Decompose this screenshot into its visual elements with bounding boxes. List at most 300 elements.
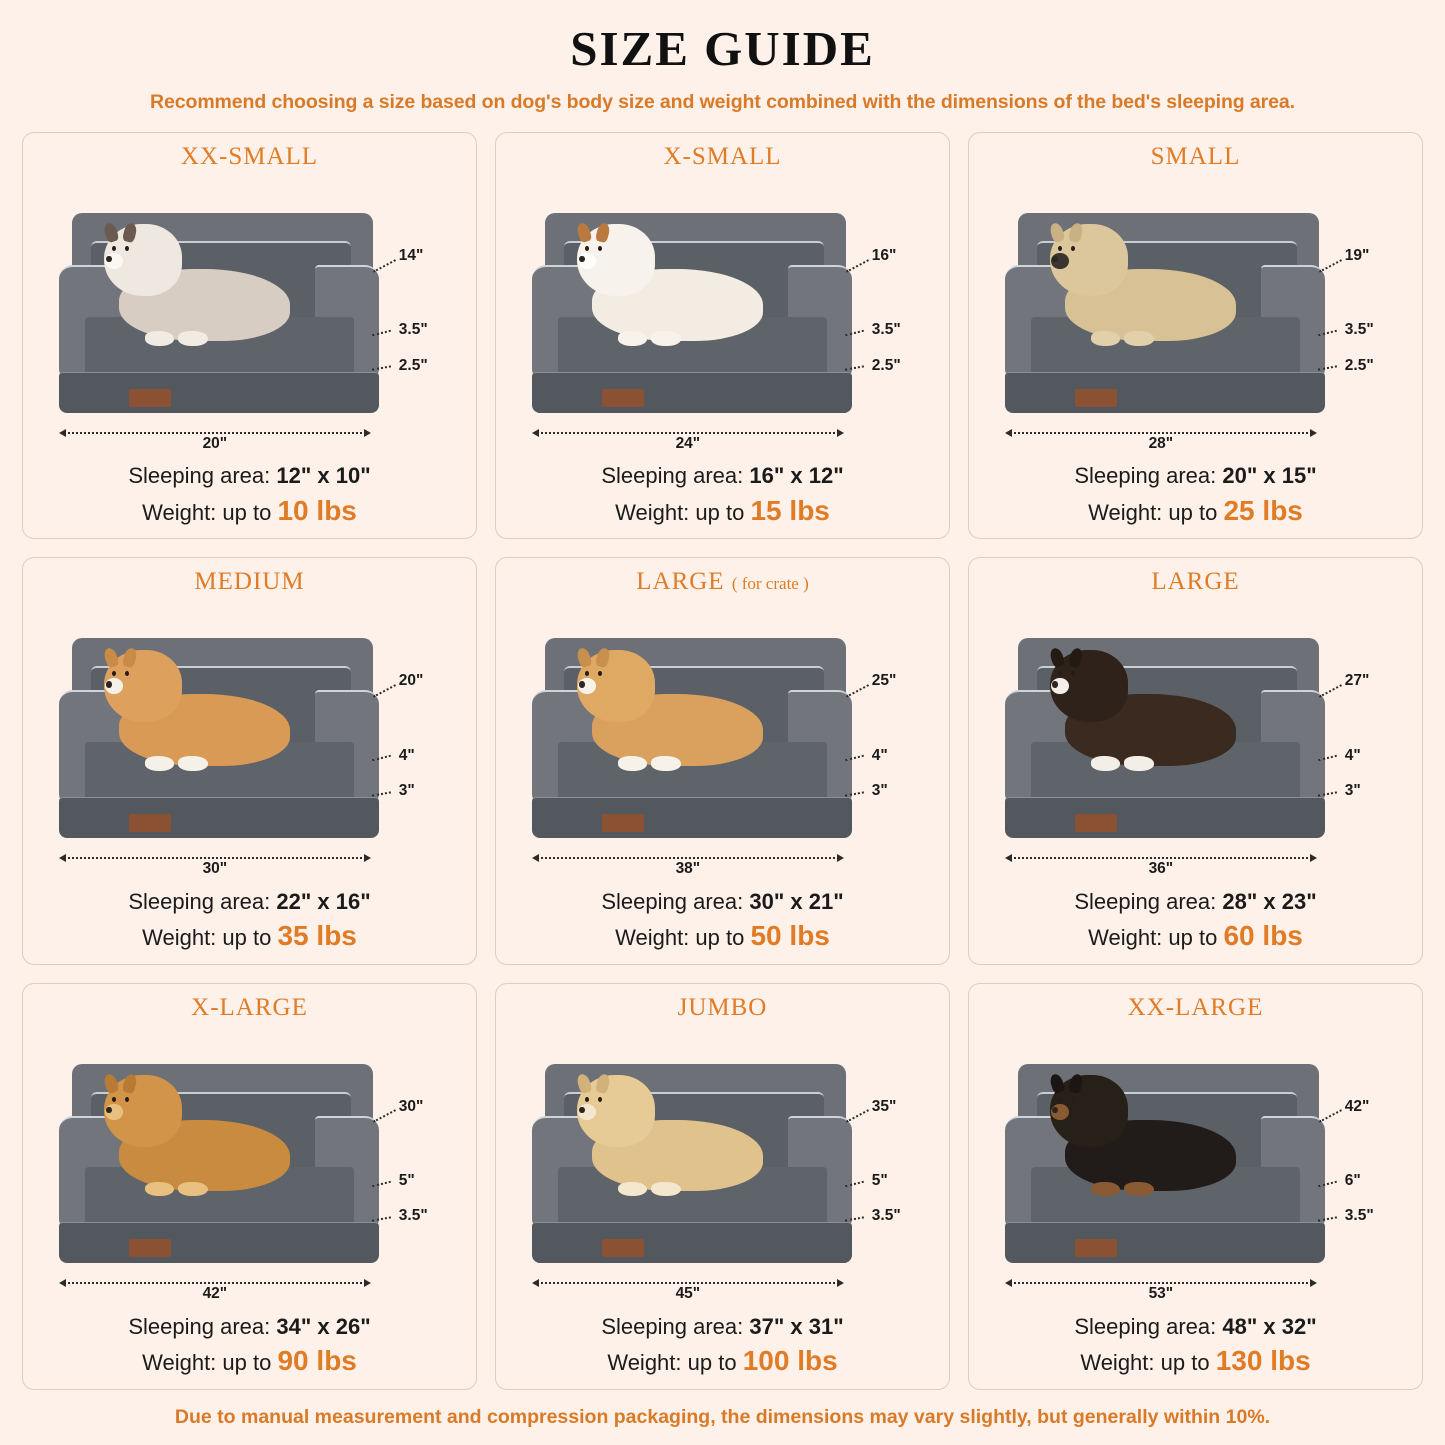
dimension-width: 30" bbox=[202, 859, 228, 877]
sleeping-area-row bbox=[979, 1313, 1412, 1341]
sleeping-area-label: Sleeping area: bbox=[128, 1314, 271, 1340]
dimension-outer-height: 14" bbox=[398, 246, 424, 264]
dimension-base-height: 3.5" bbox=[398, 1207, 428, 1225]
dog-bed-graphic bbox=[59, 638, 379, 838]
pet-head bbox=[104, 1075, 182, 1147]
dimension-leader-line bbox=[372, 366, 391, 371]
pet-eye-right bbox=[125, 671, 129, 676]
dimension-width: 28" bbox=[1148, 434, 1174, 452]
sleeping-area-value: 48" x 32" bbox=[1222, 1314, 1317, 1340]
pet-nose bbox=[106, 681, 111, 687]
card-title bbox=[979, 568, 1412, 596]
weight-label: Weight: bbox=[142, 924, 217, 950]
vertical-dimensions bbox=[1312, 1069, 1407, 1246]
weight-upto: up to bbox=[687, 1350, 737, 1376]
vertical-dimensions bbox=[366, 1069, 461, 1246]
pet-paw bbox=[651, 756, 681, 771]
pet-illustration-cat bbox=[104, 217, 290, 341]
horizontal-dimension bbox=[532, 432, 844, 453]
brand-tag bbox=[1075, 389, 1117, 407]
sleeping-area-label: Sleeping area: bbox=[1074, 1314, 1217, 1340]
dimension-mid-height: 3.5" bbox=[871, 321, 901, 339]
bed-illustration bbox=[979, 1024, 1412, 1309]
dimension-outer-height: 30" bbox=[398, 1097, 424, 1115]
pet-ear-left bbox=[103, 647, 120, 668]
weight-value: 50 lbs bbox=[750, 919, 830, 951]
card-title bbox=[506, 568, 939, 596]
dimension-mid-height: 3.5" bbox=[1344, 321, 1374, 339]
weight-row bbox=[979, 918, 1412, 954]
dog-bed-graphic bbox=[59, 1064, 379, 1264]
card-title bbox=[979, 143, 1412, 171]
pet-ear-right bbox=[595, 222, 611, 243]
sleeping-area-row bbox=[33, 1313, 466, 1341]
pet-ear-left bbox=[1049, 1072, 1066, 1093]
pet-paw bbox=[178, 756, 208, 771]
sleeping-area-label: Sleeping area: bbox=[601, 888, 744, 914]
dimension-leader-line bbox=[846, 684, 869, 697]
weight-label: Weight: bbox=[1080, 1350, 1155, 1376]
dimension-width: 42" bbox=[202, 1285, 228, 1303]
pet-nose bbox=[1052, 1107, 1057, 1113]
vertical-dimensions bbox=[839, 644, 934, 821]
sleeping-area-value: 20" x 15" bbox=[1222, 463, 1317, 489]
pet-eye-left bbox=[585, 671, 589, 676]
dimension-mid-height: 6" bbox=[1344, 1171, 1361, 1189]
dimension-leader-line bbox=[845, 330, 864, 337]
card-size-name: MEDIUM bbox=[194, 568, 305, 596]
dimension-leader-line bbox=[373, 1110, 396, 1123]
brand-tag bbox=[602, 389, 644, 407]
pet-nose bbox=[1052, 681, 1057, 687]
dimension-leader-line bbox=[372, 330, 391, 337]
dimension-arrow-line bbox=[534, 432, 842, 434]
dimension-mid-height: 3.5" bbox=[398, 321, 428, 339]
pet-paw bbox=[145, 331, 175, 346]
pet-paw bbox=[651, 1182, 681, 1197]
sleeping-area-label: Sleeping area: bbox=[601, 463, 744, 489]
pet-illustration-golden-retriever bbox=[104, 1068, 290, 1192]
dimension-width: 38" bbox=[675, 859, 701, 877]
size-card bbox=[22, 557, 477, 964]
brand-tag bbox=[602, 1239, 644, 1257]
dimension-mid-height: 4" bbox=[871, 746, 888, 764]
weight-upto: up to bbox=[1168, 499, 1218, 525]
horizontal-dimension bbox=[1005, 432, 1317, 453]
pet-illustration-border-collie bbox=[1050, 642, 1236, 766]
weight-label: Weight: bbox=[1088, 924, 1163, 950]
vertical-dimensions bbox=[1312, 644, 1407, 821]
pet-eye-left bbox=[585, 246, 589, 251]
sleeping-area-value: 34" x 26" bbox=[276, 1314, 371, 1340]
pet-ear-left bbox=[103, 1072, 120, 1093]
dimension-mid-height: 4" bbox=[398, 746, 415, 764]
pet-paw bbox=[1124, 1182, 1154, 1197]
pet-eye-left bbox=[112, 1097, 116, 1102]
weight-upto: up to bbox=[222, 924, 272, 950]
dimension-mid-height: 4" bbox=[1344, 746, 1361, 764]
bed-illustration bbox=[33, 598, 466, 883]
brand-tag bbox=[602, 814, 644, 832]
weight-value: 10 lbs bbox=[277, 494, 357, 526]
bed-base bbox=[532, 797, 852, 838]
sleeping-area-value: 37" x 31" bbox=[749, 1314, 844, 1340]
pet-ear-left bbox=[576, 647, 593, 668]
dimension-leader-line bbox=[1319, 684, 1342, 697]
pet-nose bbox=[1052, 256, 1057, 262]
pet-ear-right bbox=[1068, 222, 1084, 243]
pet-head bbox=[1050, 1075, 1128, 1147]
size-card-grid bbox=[22, 132, 1423, 1390]
sleeping-area-row bbox=[979, 888, 1412, 916]
dimension-width: 24" bbox=[675, 434, 701, 452]
dimension-mid-height: 5" bbox=[871, 1171, 888, 1189]
dimension-leader-line bbox=[372, 791, 391, 796]
weight-row bbox=[33, 493, 466, 529]
horizontal-dimension bbox=[532, 1282, 844, 1303]
pet-eye-left bbox=[1058, 671, 1062, 676]
dimension-arrow-line bbox=[61, 432, 369, 434]
card-size-name: XX-LARGE bbox=[1127, 993, 1264, 1021]
card-size-name: SMALL bbox=[1150, 143, 1241, 170]
dimension-arrow-line bbox=[1007, 1282, 1315, 1284]
card-title bbox=[33, 568, 466, 596]
pet-paw bbox=[1124, 331, 1154, 346]
pet-illustration-french-bulldog bbox=[1050, 217, 1236, 341]
weight-value: 15 lbs bbox=[750, 494, 830, 526]
pet-eye-right bbox=[1071, 246, 1075, 251]
dimension-leader-line bbox=[1319, 259, 1342, 272]
sleeping-area-row bbox=[506, 1313, 939, 1341]
bed-illustration bbox=[979, 173, 1412, 458]
bed-base bbox=[532, 1222, 852, 1263]
pet-head bbox=[577, 650, 655, 722]
dimension-width: 45" bbox=[675, 1285, 701, 1303]
size-card bbox=[968, 557, 1423, 964]
dimension-base-height: 2.5" bbox=[1344, 356, 1374, 374]
weight-value: 60 lbs bbox=[1223, 919, 1303, 951]
pet-ear-right bbox=[1068, 1072, 1084, 1093]
card-title bbox=[33, 143, 466, 171]
pet-paw bbox=[1124, 756, 1154, 771]
card-size-name: XX-SMALL bbox=[180, 143, 319, 170]
brand-tag bbox=[129, 389, 171, 407]
dimension-outer-height: 19" bbox=[1344, 246, 1370, 264]
bed-base bbox=[1005, 1222, 1325, 1263]
weight-label: Weight: bbox=[1088, 499, 1163, 525]
dimension-arrow-line bbox=[1007, 857, 1315, 859]
page-subtitle: Recommend choosing a size based on dog's body size and weight combined with the dimensions of the bed's sleeping area. bbox=[150, 91, 1295, 113]
weight-upto: up to bbox=[1160, 1350, 1210, 1376]
dimension-leader-line bbox=[1318, 755, 1337, 762]
pet-nose bbox=[106, 256, 111, 262]
pet-eye-right bbox=[598, 671, 602, 676]
bed-illustration bbox=[33, 1024, 466, 1309]
dog-bed-graphic bbox=[532, 638, 852, 838]
pet-ear-right bbox=[1068, 647, 1084, 668]
pet-head bbox=[104, 650, 182, 722]
pet-eye-right bbox=[125, 1097, 129, 1102]
weight-value: 25 lbs bbox=[1223, 494, 1303, 526]
pet-ear-right bbox=[595, 647, 611, 668]
dog-bed-graphic bbox=[532, 213, 852, 413]
dimension-base-height: 2.5" bbox=[398, 356, 428, 374]
weight-upto: up to bbox=[695, 924, 745, 950]
weight-value: 35 lbs bbox=[277, 919, 357, 951]
dimension-leader-line bbox=[1318, 1216, 1337, 1221]
horizontal-dimension bbox=[59, 432, 371, 453]
card-title bbox=[33, 994, 466, 1022]
dog-bed-graphic bbox=[1005, 638, 1325, 838]
page-title: SIZE GUIDE bbox=[570, 21, 875, 76]
dimension-outer-height: 20" bbox=[398, 672, 424, 690]
pet-ear-right bbox=[595, 1072, 611, 1093]
dimension-leader-line bbox=[373, 259, 396, 272]
vertical-dimensions bbox=[366, 644, 461, 821]
pet-ear-left bbox=[1049, 647, 1066, 668]
dimension-outer-height: 27" bbox=[1344, 672, 1370, 690]
sleeping-area-value: 12" x 10" bbox=[276, 463, 371, 489]
pet-paw bbox=[1091, 756, 1121, 771]
brand-tag bbox=[129, 814, 171, 832]
pet-eye-right bbox=[1071, 671, 1075, 676]
horizontal-dimension bbox=[59, 1282, 371, 1303]
size-card bbox=[22, 132, 477, 539]
brand-tag bbox=[129, 1239, 171, 1257]
dog-bed-graphic bbox=[532, 1064, 852, 1264]
size-card bbox=[968, 983, 1423, 1390]
pet-paw bbox=[178, 1182, 208, 1197]
dimension-leader-line bbox=[1318, 1180, 1337, 1187]
pet-nose bbox=[579, 1107, 584, 1113]
weight-row bbox=[506, 1343, 939, 1379]
card-specs bbox=[506, 888, 939, 954]
pet-ear-right bbox=[122, 647, 138, 668]
dimension-width: 20" bbox=[202, 434, 228, 452]
dimension-leader-line bbox=[845, 1180, 864, 1187]
bed-base bbox=[532, 372, 852, 413]
sleeping-area-value: 30" x 21" bbox=[749, 888, 844, 914]
bed-base bbox=[59, 372, 379, 413]
dimension-leader-line bbox=[1319, 1110, 1342, 1123]
dimension-leader-line bbox=[846, 1110, 869, 1123]
size-card bbox=[495, 132, 950, 539]
pet-nose bbox=[106, 1107, 111, 1113]
size-card bbox=[968, 132, 1423, 539]
pet-eye-left bbox=[1058, 1097, 1062, 1102]
brand-tag bbox=[1075, 814, 1117, 832]
pet-head bbox=[104, 224, 182, 296]
vertical-dimensions bbox=[1312, 219, 1407, 396]
dimension-arrow-line bbox=[61, 857, 369, 859]
sleeping-area-row bbox=[33, 462, 466, 490]
dog-bed-graphic bbox=[1005, 213, 1325, 413]
card-specs bbox=[506, 462, 939, 528]
dimension-arrow-line bbox=[61, 1282, 369, 1284]
sleeping-area-row bbox=[506, 888, 939, 916]
dimension-leader-line bbox=[845, 791, 864, 796]
pet-paw bbox=[1091, 331, 1121, 346]
dimension-leader-line bbox=[845, 366, 864, 371]
card-specs bbox=[33, 1313, 466, 1379]
sleeping-area-label: Sleeping area: bbox=[1074, 463, 1217, 489]
dimension-base-height: 3.5" bbox=[871, 1207, 901, 1225]
sleeping-area-label: Sleeping area: bbox=[1074, 888, 1217, 914]
bed-base bbox=[59, 1222, 379, 1263]
card-specs bbox=[979, 462, 1412, 528]
card-specs bbox=[506, 1313, 939, 1379]
pet-illustration-rottweiler bbox=[1050, 1068, 1236, 1192]
pet-paw bbox=[651, 331, 681, 346]
dimension-base-height: 3.5" bbox=[1344, 1207, 1374, 1225]
card-size-name: JUMBO bbox=[677, 993, 768, 1021]
weight-label: Weight: bbox=[142, 1350, 217, 1376]
vertical-dimensions bbox=[839, 219, 934, 396]
sleeping-area-row bbox=[506, 462, 939, 490]
weight-upto: up to bbox=[695, 499, 745, 525]
weight-row bbox=[979, 1343, 1412, 1379]
card-size-note: ( for crate ) bbox=[731, 574, 809, 594]
weight-row bbox=[506, 493, 939, 529]
dimension-leader-line bbox=[1318, 791, 1337, 796]
dimension-leader-line bbox=[845, 1216, 864, 1221]
pet-ear-left bbox=[576, 222, 593, 243]
dimension-outer-height: 25" bbox=[871, 672, 897, 690]
bed-base bbox=[1005, 372, 1325, 413]
sleeping-area-value: 28" x 23" bbox=[1222, 888, 1317, 914]
dimension-width: 53" bbox=[1148, 1285, 1174, 1303]
pet-ear-right bbox=[122, 222, 138, 243]
horizontal-dimension bbox=[532, 857, 844, 878]
dog-bed-graphic bbox=[59, 213, 379, 413]
dimension-mid-height: 5" bbox=[398, 1171, 415, 1189]
sleeping-area-row bbox=[33, 888, 466, 916]
dimension-leader-line bbox=[372, 755, 391, 762]
horizontal-dimension bbox=[1005, 1282, 1317, 1303]
size-card bbox=[495, 557, 950, 964]
sleeping-area-label: Sleeping area: bbox=[601, 1314, 744, 1340]
pet-nose bbox=[579, 681, 584, 687]
pet-head bbox=[1050, 224, 1128, 296]
size-card bbox=[22, 983, 477, 1390]
brand-tag bbox=[1075, 1239, 1117, 1257]
vertical-dimensions bbox=[839, 1069, 934, 1246]
dimension-arrow-line bbox=[534, 1282, 842, 1284]
pet-illustration-shiba-inu bbox=[577, 642, 763, 766]
weight-row bbox=[33, 918, 466, 954]
pet-eye-right bbox=[598, 246, 602, 251]
dimension-base-height: 3" bbox=[1344, 781, 1361, 799]
dimension-base-height: 2.5" bbox=[871, 356, 901, 374]
weight-upto: up to bbox=[1168, 924, 1218, 950]
dimension-leader-line bbox=[1318, 366, 1337, 371]
bed-illustration bbox=[506, 173, 939, 458]
bed-illustration bbox=[506, 1024, 939, 1309]
pet-paw bbox=[618, 756, 648, 771]
dimension-outer-height: 16" bbox=[871, 246, 897, 264]
dimension-leader-line bbox=[1318, 330, 1337, 337]
pet-nose bbox=[579, 256, 584, 262]
pet-illustration-corgi bbox=[104, 642, 290, 766]
dimension-leader-line bbox=[372, 1180, 391, 1187]
pet-head bbox=[1050, 650, 1128, 722]
vertical-dimensions bbox=[366, 219, 461, 396]
pet-paw bbox=[618, 331, 648, 346]
weight-value: 100 lbs bbox=[742, 1345, 838, 1377]
weight-upto: up to bbox=[222, 1350, 272, 1376]
dimension-width: 36" bbox=[1148, 859, 1174, 877]
horizontal-dimension bbox=[1005, 857, 1317, 878]
pet-eye-left bbox=[1058, 246, 1062, 251]
weight-value: 90 lbs bbox=[277, 1345, 357, 1377]
card-size-name: X-LARGE bbox=[191, 993, 308, 1021]
dimension-leader-line bbox=[372, 1216, 391, 1221]
card-specs bbox=[33, 888, 466, 954]
sleeping-area-value: 16" x 12" bbox=[749, 463, 844, 489]
weight-row bbox=[979, 493, 1412, 529]
card-specs bbox=[33, 462, 466, 528]
horizontal-dimension bbox=[59, 857, 371, 878]
pet-illustration-labrador bbox=[577, 1068, 763, 1192]
sleeping-area-value: 22" x 16" bbox=[276, 888, 371, 914]
dimension-outer-height: 35" bbox=[871, 1097, 897, 1115]
pet-eye-right bbox=[125, 246, 129, 251]
weight-label: Weight: bbox=[615, 924, 690, 950]
pet-eye-right bbox=[598, 1097, 602, 1102]
card-size-name: LARGE bbox=[636, 568, 725, 596]
card-specs bbox=[979, 888, 1412, 954]
bed-base bbox=[59, 797, 379, 838]
dimension-outer-height: 42" bbox=[1344, 1097, 1370, 1115]
card-size-name: X-SMALL bbox=[663, 143, 782, 170]
card-size-name: LARGE bbox=[1151, 568, 1240, 596]
pet-ear-left bbox=[1049, 222, 1066, 243]
pet-ear-right bbox=[122, 1072, 138, 1093]
pet-paw bbox=[145, 756, 175, 771]
pet-illustration-shih-tzu bbox=[577, 217, 763, 341]
sleeping-area-row bbox=[979, 462, 1412, 490]
weight-label: Weight: bbox=[615, 499, 690, 525]
bed-illustration bbox=[506, 598, 939, 883]
card-title bbox=[506, 994, 939, 1022]
dimension-arrow-line bbox=[534, 857, 842, 859]
pet-eye-left bbox=[585, 1097, 589, 1102]
dimension-base-height: 3" bbox=[398, 781, 415, 799]
dimension-leader-line bbox=[846, 259, 869, 272]
pet-eye-left bbox=[112, 671, 116, 676]
bed-illustration bbox=[33, 173, 466, 458]
pet-eye-left bbox=[112, 246, 116, 251]
pet-head bbox=[577, 224, 655, 296]
sleeping-area-label: Sleeping area: bbox=[128, 888, 271, 914]
weight-label: Weight: bbox=[142, 499, 217, 525]
card-title bbox=[979, 994, 1412, 1022]
pet-paw bbox=[178, 331, 208, 346]
pet-ear-left bbox=[576, 1072, 593, 1093]
dog-bed-graphic bbox=[1005, 1064, 1325, 1264]
sleeping-area-label: Sleeping area: bbox=[128, 463, 271, 489]
pet-head bbox=[577, 1075, 655, 1147]
dimension-leader-line bbox=[373, 684, 396, 697]
weight-value: 130 lbs bbox=[1215, 1345, 1311, 1377]
weight-row bbox=[506, 918, 939, 954]
card-title bbox=[506, 143, 939, 171]
dimension-base-height: 3" bbox=[871, 781, 888, 799]
footer-note: Due to manual measurement and compression packaging, the dimensions may vary slightly, but generally within 10%. bbox=[174, 1406, 1271, 1428]
dimension-leader-line bbox=[845, 755, 864, 762]
weight-label: Weight: bbox=[607, 1350, 682, 1376]
dimension-arrow-line bbox=[1007, 432, 1315, 434]
